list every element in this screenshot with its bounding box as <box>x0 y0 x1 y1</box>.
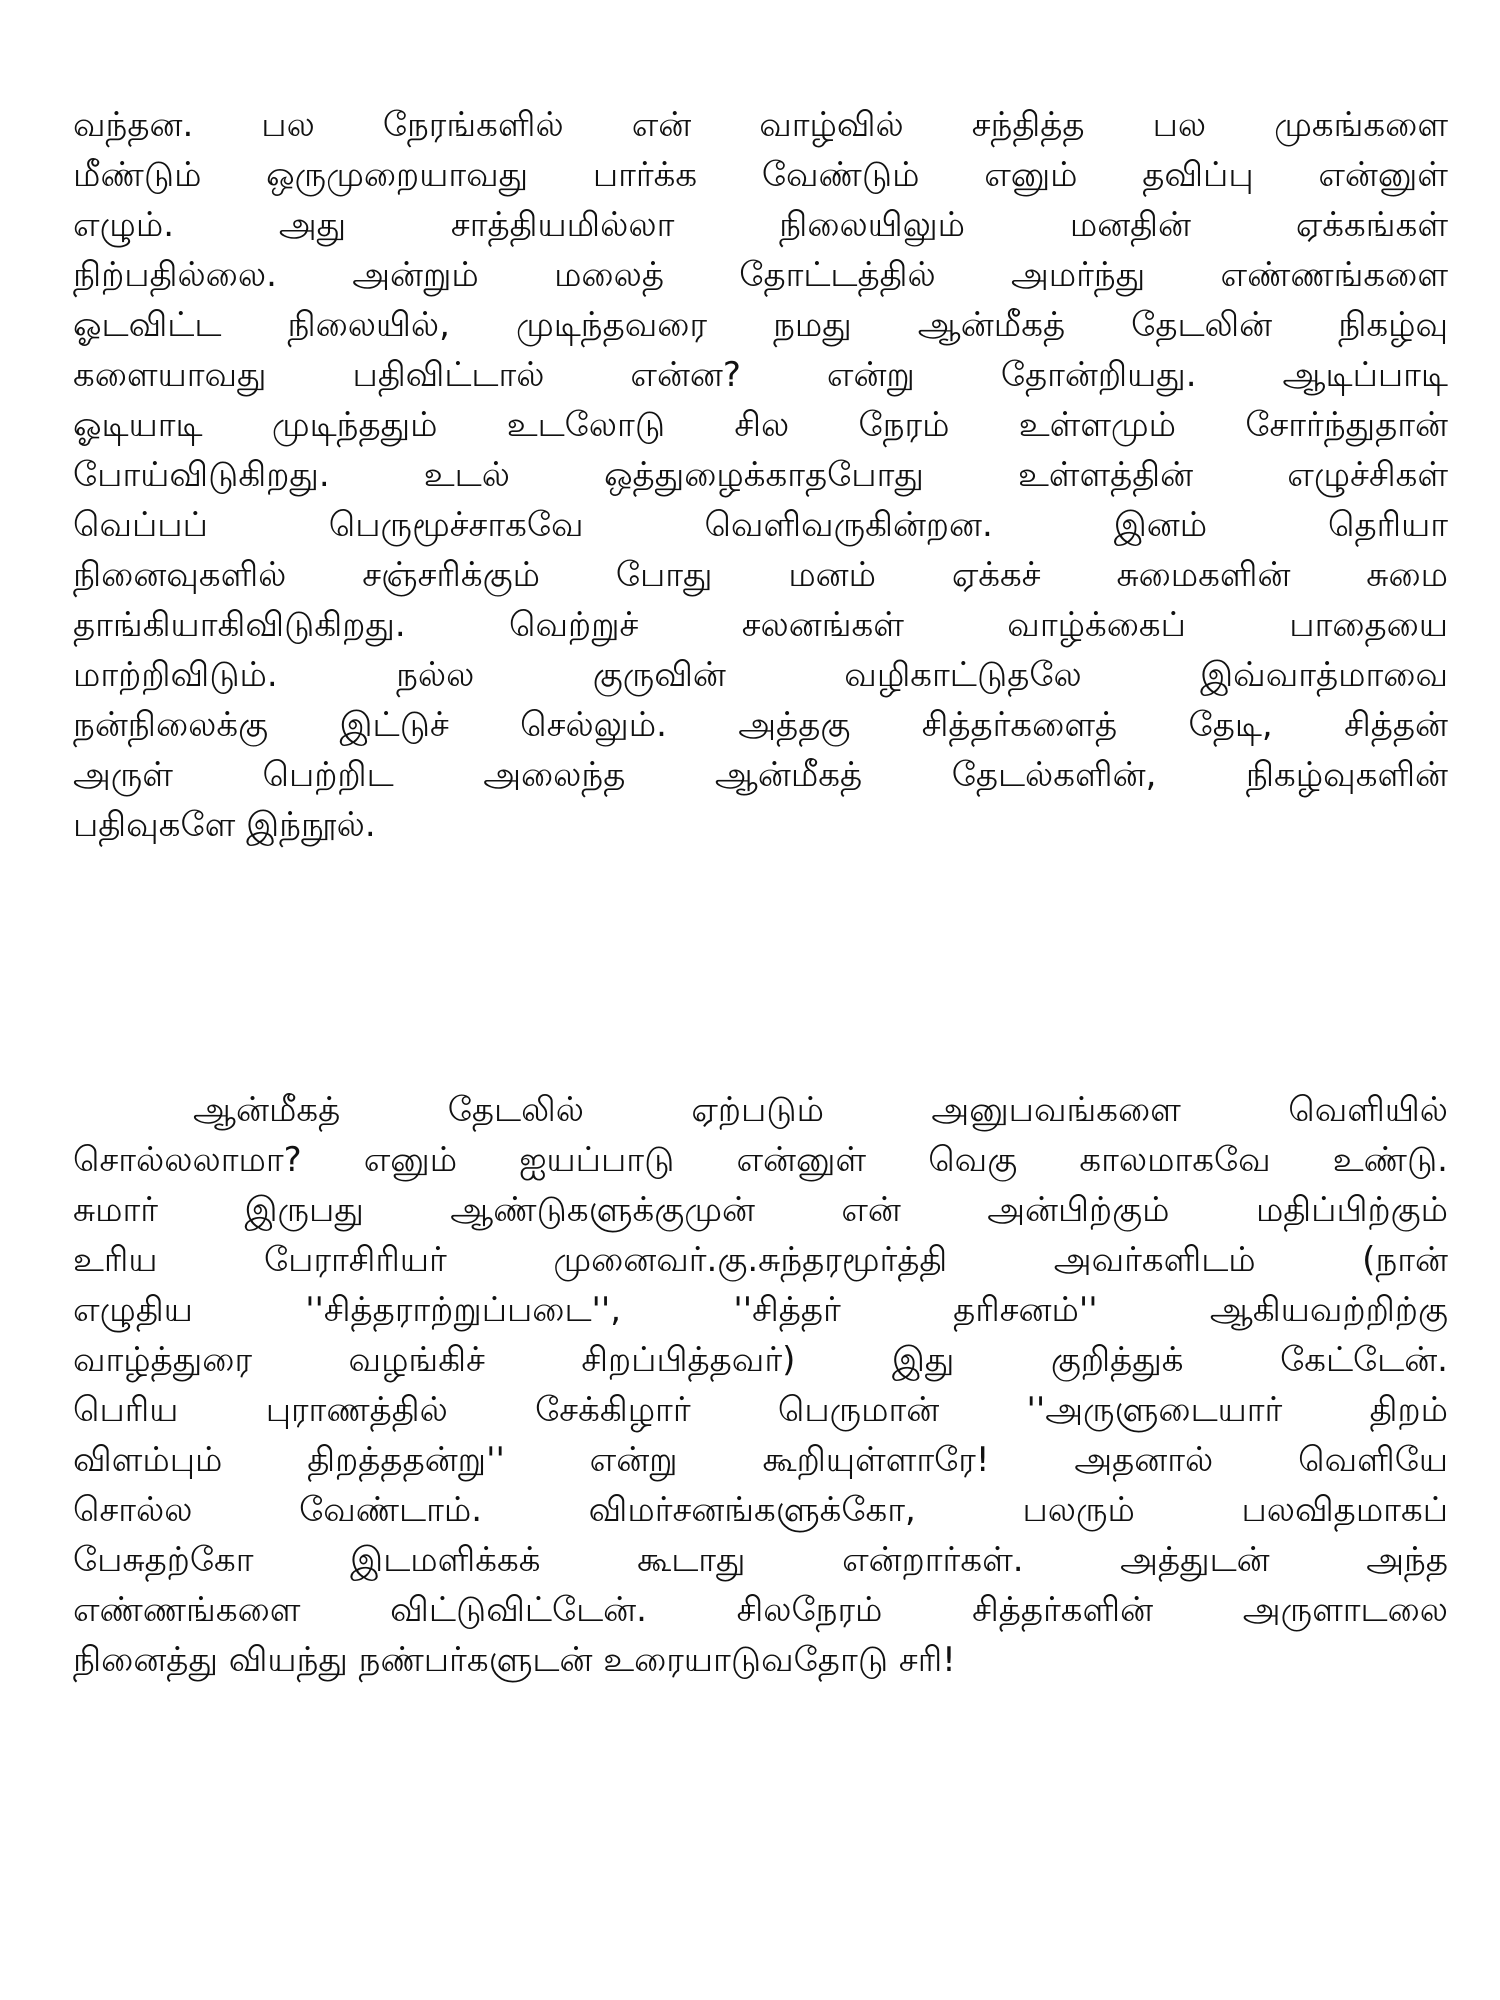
text-line: நினைவுகளில் சஞ்சரிக்கும் போது மனம் ஏக்கச் சுமைகளின் சுமை <box>73 555 1448 595</box>
text-line: பதிவுகளே இந்நூல். <box>73 805 376 845</box>
text-line: களையாவது பதிவிட்டால் என்ன? என்று தோன்றியது. ஆடிப்பாடி <box>73 355 1448 395</box>
text-line: நன்நிலைக்கு இட்டுச் செல்லும். அத்தகு சித்தர்களைத் தேடி, சித்தன் <box>73 705 1448 745</box>
text-line: பெரிய புராணத்தில் சேக்கிழார் பெருமான் ''அருளுடையார் திறம் <box>73 1390 1448 1430</box>
text-line: எண்ணங்களை விட்டுவிட்டேன். சிலநேரம் சித்தர்களின் அருளாடலை <box>73 1590 1448 1630</box>
text-line: நினைத்து வியந்து நண்பர்களுடன் உரையாடுவதோடு சரி! <box>73 1640 956 1680</box>
text-line: வந்தன. பல நேரங்களில் என் வாழ்வில் சந்தித்த பல முகங்களை <box>73 105 1448 145</box>
text-line: எழும். அது சாத்தியமில்லா நிலையிலும் மனதின் ஏக்கங்கள் <box>73 205 1448 245</box>
text-line: மாற்றிவிடும். நல்ல குருவின் வழிகாட்டுதலே இவ்வாத்மாவை <box>73 655 1448 695</box>
text-line: உரிய பேராசிரியர் முனைவர்.கு.சுந்தரமூர்த்தி அவர்களிடம் (நான் <box>73 1240 1448 1280</box>
text-line: அருள் பெற்றிட அலைந்த ஆன்மீகத் தேடல்களின், நிகழ்வுகளின் <box>73 755 1448 795</box>
text-line: வாழ்த்துரை வழங்கிச் சிறப்பித்தவர்) இது குறித்துக் கேட்டேன். <box>73 1340 1448 1380</box>
text-line: ஆன்மீகத் தேடலில் ஏற்படும் அனுபவங்களை வெளியில் <box>193 1090 1448 1130</box>
text-line: எழுதிய ''சித்தராற்றுப்படை'', ''சித்தர் தரிசனம்'' ஆகியவற்றிற்கு <box>73 1290 1448 1330</box>
text-line: வெப்பப் பெருமூச்சாகவே வெளிவருகின்றன. இனம் தெரியா <box>73 505 1448 545</box>
text-line: விளம்பும் திறத்ததன்று'' என்று கூறியுள்ளாரே! அதனால் வெளியே <box>73 1440 1448 1480</box>
text-line: மீண்டும் ஒருமுறையாவது பார்க்க வேண்டும் எனும் தவிப்பு என்னுள் <box>73 155 1448 195</box>
paragraph-2 <box>73 1085 1448 1685</box>
text-line: சொல்லலாமா? எனும் ஐயப்பாடு என்னுள் வெகு காலமாகவே உண்டு. <box>73 1140 1448 1180</box>
text-line: சொல்ல வேண்டாம். விமர்சனங்களுக்கோ, பலரும் பலவிதமாகப் <box>73 1490 1448 1530</box>
text-line: ஓடியாடி முடிந்ததும் உடலோடு சில நேரம் உள்ளமும் சோர்ந்துதான் <box>73 405 1448 445</box>
text-line: பேசுதற்கோ இடமளிக்கக் கூடாது என்றார்கள். அத்துடன் அந்த <box>73 1540 1448 1580</box>
text-line: தாங்கியாகிவிடுகிறது. வெற்றுச் சலனங்கள் வாழ்க்கைப் பாதையை <box>73 605 1448 645</box>
text-line: போய்விடுகிறது. உடல் ஒத்துழைக்காதபோது உள்ளத்தின் எழுச்சிகள் <box>73 455 1448 495</box>
paragraph-1 <box>73 100 1448 850</box>
text-line: சுமார் இருபது ஆண்டுகளுக்குமுன் என் அன்பிற்கும் மதிப்பிற்கும் <box>73 1190 1448 1230</box>
text-line: நிற்பதில்லை. அன்றும் மலைத் தோட்டத்தில் அமர்ந்து எண்ணங்களை <box>73 255 1448 295</box>
text-line: ஓடவிட்ட நிலையில், முடிந்தவரை நமது ஆன்மீகத் தேடலின் நிகழ்வு <box>73 305 1448 345</box>
